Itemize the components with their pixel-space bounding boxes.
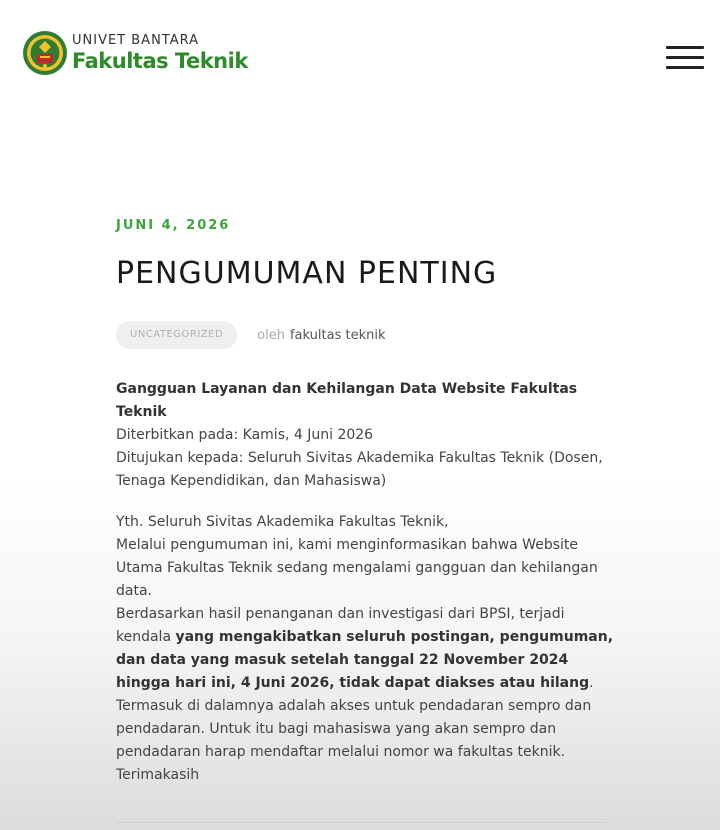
paragraph-2-end: . Termasuk di dalamnya adalah akses untuk pendadaran sempro dan pendadaran. Untuk itu bagi mahasiswa yang akan sempro dan pendadaran harap mendaftar melalui nomor wa fakultas teknik. — [116, 675, 594, 760]
post-content — [116, 378, 616, 787]
university-seal-icon — [22, 30, 68, 76]
paragraph-2 — [116, 603, 616, 764]
greeting-line: Yth. Seluruh Sivitas Akademika Fakultas Teknik, — [116, 514, 449, 530]
published-line: Diterbitkan pada: Kamis, 4 Juni 2026 — [116, 427, 374, 443]
content-divider — [116, 822, 606, 823]
brand-university-name: UNIVET BANTARA — [72, 33, 200, 48]
menu-bar-middle — [666, 56, 704, 59]
menu-bar-top — [666, 46, 704, 49]
author-prefix: oleh — [257, 327, 285, 343]
brand-faculty-name: Fakultas Teknik — [72, 49, 248, 73]
audience-line: Ditujukan kepada: Seluruh Sivitas Akademika Fakultas Teknik (Dosen, Tenaga Kependidikan, dan Mahasiswa) — [116, 450, 603, 489]
brand-text — [72, 33, 248, 73]
post-date: JUNI 4, 2026 — [116, 218, 231, 233]
paragraph-1: Melalui pengumuman ini, kami menginformasikan bahwa Website Utama Fakultas Teknik sedang mengalami gangguan dan kehilangan data. — [116, 537, 598, 599]
site-logo[interactable] — [22, 30, 248, 76]
site-header — [0, 0, 720, 110]
post-meta — [116, 321, 385, 349]
paragraph-2-bold: yang mengakibatkan seluruh postingan, pengumuman, dan data yang masuk setelah tanggal 22 November 2024 hingga hari ini, 4 Juni 2026, tidak dapat diakses atau hilang — [116, 629, 614, 691]
closing-line: Terimakasih — [116, 767, 200, 783]
paragraph-2-start: Berdasarkan hasil penanganan dan investigasi dari BPSI, terjadi kendala — [116, 606, 565, 645]
author-link[interactable]: fakultas teknik — [289, 327, 386, 343]
menu-bar-bottom — [666, 66, 704, 69]
post-title: PENGUMUMAN PENTING — [116, 256, 498, 291]
hamburger-menu-icon[interactable] — [666, 46, 706, 72]
announcement-heading: Gangguan Layanan dan Kehilangan Data Website Fakultas Teknik — [116, 381, 578, 420]
category-badge[interactable]: UNCATEGORIZED — [116, 321, 237, 349]
